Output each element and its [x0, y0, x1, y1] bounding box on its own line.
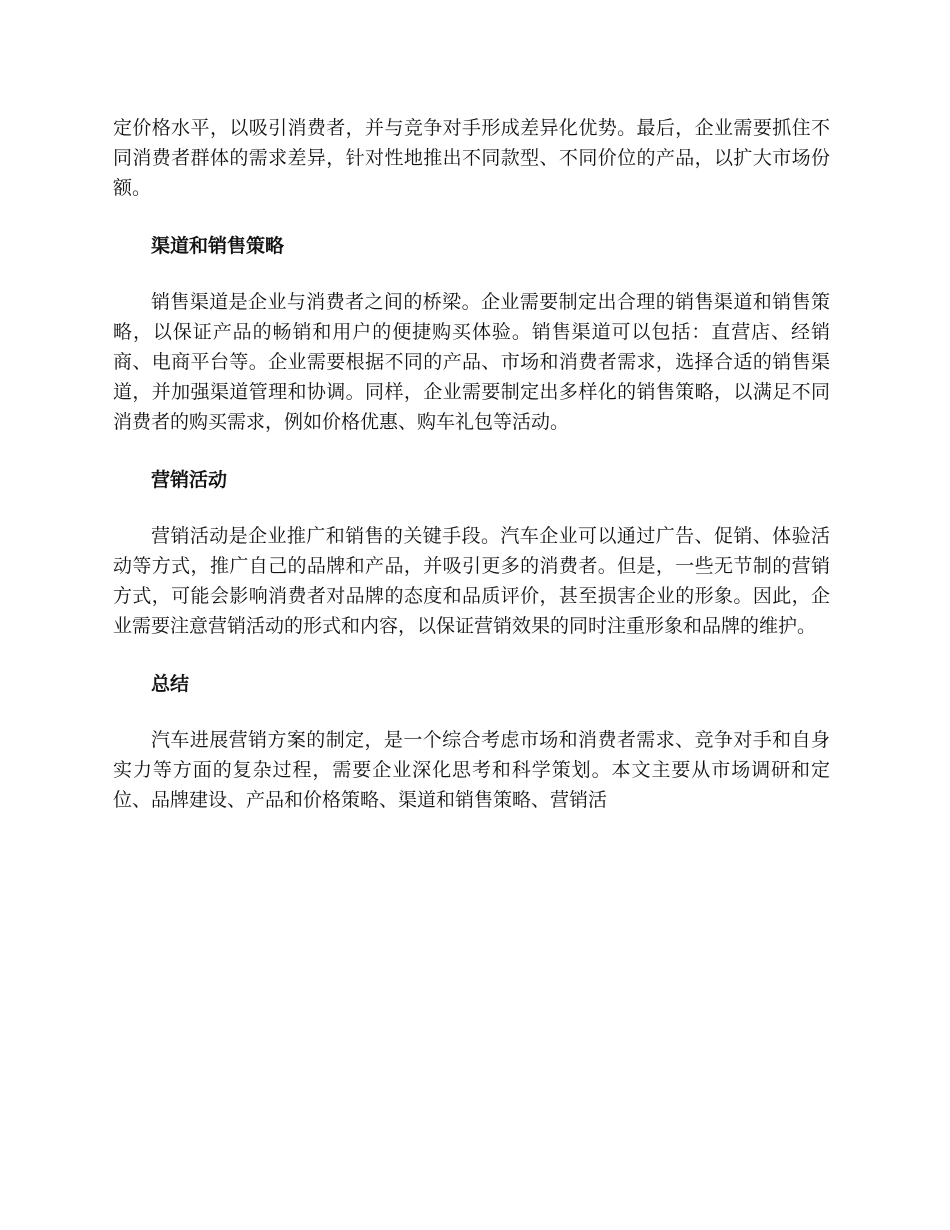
section-body-channels-sales: 销售渠道是企业与消费者之间的桥梁。企业需要制定出合理的销售渠道和销售策略，以保证产品的畅销和用户的便捷购买体验。销售渠道可以包括：直营店、经销商、电商平台等。企业需要根据不同的产品、市场和消费者需求，选择合适的销售渠道，并加强渠道管理和协调。同样，企业需要制定出多样化的销售策略，以满足不同消费者的购买需求，例如价格优惠、购车礼包等活动。: [113, 291, 830, 433]
intro-paragraph: 定价格水平，以吸引消费者，并与竞争对手形成差异化优势。最后，企业需要抓住不同消费者群体的需求差异，针对性地推出不同款型、不同价位的产品，以扩大市场份额。: [113, 117, 830, 199]
section-heading-summary: 总结: [151, 673, 190, 695]
section-body-summary: 汽车进展营销方案的制定，是一个综合考虑市场和消费者需求、竞争对手和自身实力等方面的复杂过程，需要企业深化思考和科学策划。本文主要从市场调研和定位、品牌建设、产品和价格策略、渠道和销售策略、营销活: [113, 729, 830, 811]
section-body-marketing-activities: 营销活动是企业推广和销售的关键手段。汽车企业可以通过广告、促销、体验活动等方式，推广自己的品牌和产品，并吸引更多的消费者。但是，一些无节制的营销方式，可能会影响消费者对品牌的态度和品质评价，甚至损害企业的形象。因此，企业需要注意营销活动的形式和内容，以保证营销效果的同时注重形象和品牌的维护。: [113, 525, 830, 637]
document-body: [113, 113, 830, 815]
section-heading-channels-sales: 渠道和销售策略: [151, 235, 285, 257]
section-heading-marketing-activities: 营销活动: [151, 469, 228, 491]
